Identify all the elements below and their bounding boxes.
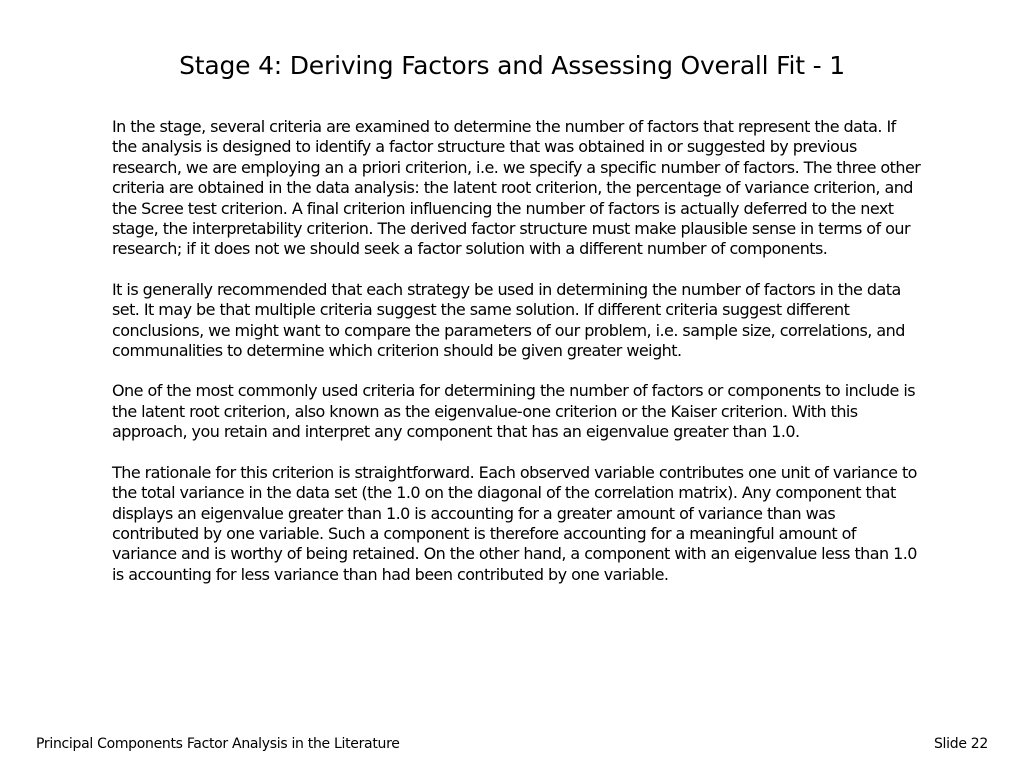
footer-slide-number: Slide 22 bbox=[933, 736, 988, 752]
body-paragraph-3: One of the most commonly used criteria for determining the number of factors or components to include is the latent root criterion, also known as the eigenvalue-one criterion or the Kaiser criterion. With this approach, you retain and interpret any component that has an eigenvalue greater than 1.0. bbox=[112, 381, 916, 442]
body-paragraph-1: In the stage, several criteria are examined to determine the number of factors that represent the data. If the analysis is designed to identify a factor structure that was obtained in or suggested by previous research, we are employing an a priori criterion, i.e. we specify a specific number of factors. The three other criteria are obtained in the data analysis: the latent root criterion, the percentage of variance criterion, and the Scree test criterion. A final criterion influencing the number of factors is actually deferred to the next stage, the interpretability criterion. The derived factor structure must make plausible sense in terms of our research; if it does not we should seek a factor solution with a different number of components. bbox=[112, 117, 921, 259]
body-paragraph-2: It is generally recommended that each strategy be used in determining the number of factors in the data set. It may be that multiple criteria suggest the same solution. If different criteria suggest different conclusions, we might want to compare the parameters of our problem, i.e. sample size, correlations, and communalities to determine which criterion should be given greater weight. bbox=[112, 279, 905, 361]
slide-body bbox=[112, 117, 922, 585]
body-paragraph-4: The rationale for this criterion is straightforward. Each observed variable contributes one unit of variance to the total variance in the data set (the 1.0 on the diagonal of the correlation matrix). Any component that displays an eigenvalue greater than 1.0 is accounting for a greater amount of variance than was contributed by one variable. Such a component is therefore accounting for a meaningful amount of variance and is worthy of being retained. On the other hand, a component with an eigenvalue less than 1.0 is accounting for less variance than had been contributed by one variable. bbox=[112, 462, 917, 584]
footer-presentation-title: Principal Components Factor Analysis in the Literature bbox=[36, 736, 400, 752]
slide-title: Stage 4: Deriving Factors and Assessing Overall Fit - 1 bbox=[179, 51, 845, 80]
